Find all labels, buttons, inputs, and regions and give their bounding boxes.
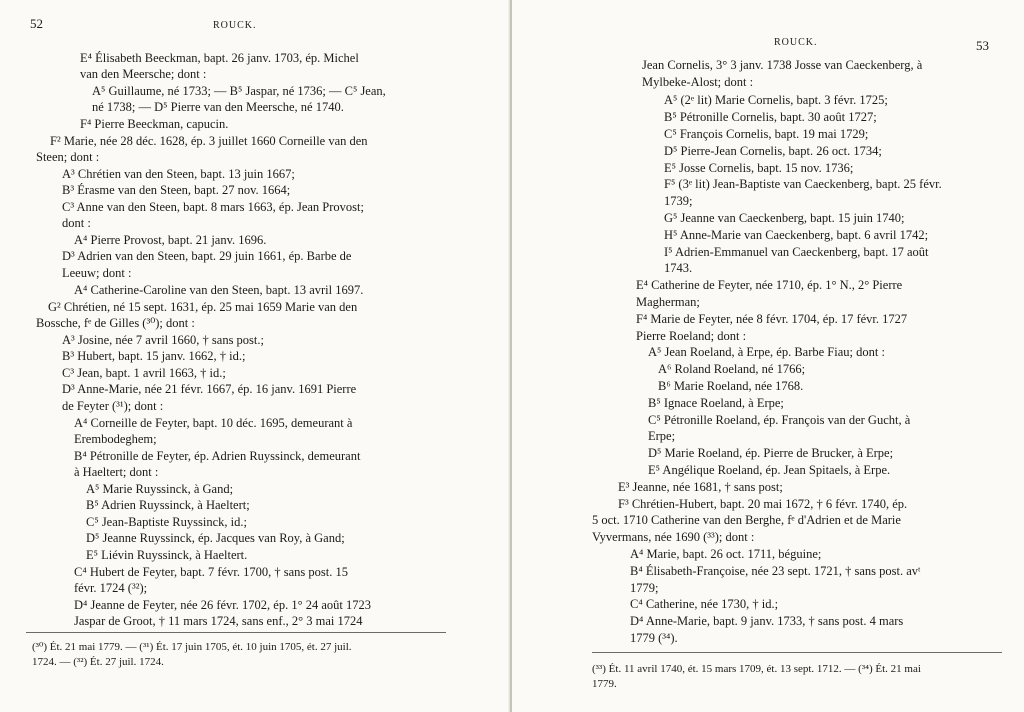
text-line: B⁴ Pétronille de Feyter, ép. Adrien Ruyssinck, demeurant: [74, 449, 361, 463]
text-line: E⁵ Josse Cornelis, bapt. 15 nov. 1736;: [664, 161, 854, 175]
text-line: Bossche, fᵉ de Gilles (³⁰); dont :: [36, 316, 195, 330]
right-running-head: ROUCK.: [774, 37, 818, 48]
text-line: né 1738; — D⁵ Pierre van den Meersche, né 1740.: [92, 100, 344, 114]
text-line: C³ Jean, bapt. 1 avril 1663, † id.;: [62, 366, 226, 380]
text-line: B³ Érasme van den Steen, bapt. 27 nov. 1664;: [62, 183, 291, 197]
text-line: févr. 1724 (³²);: [74, 581, 148, 595]
text-line: A³ Chrétien van den Steen, bapt. 13 juin 1667;: [62, 167, 295, 181]
left-page-number: 52: [30, 16, 43, 31]
text-line: Erpe;: [648, 429, 676, 443]
text-line: E⁴ Catherine de Feyter, née 1710, ép. 1° N., 2° Pierre: [636, 278, 903, 292]
text-line: B⁵ Ignace Roeland, à Erpe;: [648, 396, 784, 410]
text-line: A⁵ Guillaume, né 1733; — B⁵ Jaspar, né 1736; — C⁵ Jean,: [92, 84, 386, 98]
text-line: A⁶ Roland Roeland, né 1766;: [658, 362, 806, 376]
text-line: van den Meersche; dont :: [80, 67, 207, 81]
text-line: B⁵ Adrien Ruyssinck, à Haeltert;: [86, 498, 250, 512]
text-line: A⁴ Marie, bapt. 26 oct. 1711, béguine;: [630, 547, 822, 561]
text-line: B⁴ Élisabeth-Françoise, née 23 sept. 1721, † sans post. avᵗ: [630, 564, 921, 578]
text-line: C⁴ Hubert de Feyter, bapt. 7 févr. 1700, † sans post. 15: [74, 565, 348, 579]
footnote-line: (³³) Ét. 11 avril 1740, ét. 15 mars 1709, ét. 13 sept. 1712. — (³⁴) Ét. 21 mai: [592, 663, 921, 675]
text-line: I⁵ Adrien-Emmanuel van Caeckenberg, bapt. 17 août: [664, 245, 929, 259]
text-line: à Haeltert; dont :: [74, 465, 159, 479]
text-line: B⁶ Marie Roeland, née 1768.: [658, 379, 804, 393]
text-line: F⁴ Marie de Feyter, née 8 févr. 1704, ép. 17 févr. 1727: [636, 312, 908, 326]
text-line: D³ Anne-Marie, née 21 févr. 1667, ép. 16 janv. 1691 Pierre: [62, 382, 357, 396]
text-line: A⁵ Marie Ruyssinck, à Gand;: [86, 482, 234, 496]
text-line: Jean Cornelis, 3° 3 janv. 1738 Josse van Caeckenberg, à: [642, 58, 923, 72]
footnote-rule: [592, 652, 1002, 653]
text-line: D⁵ Jeanne Ruyssinck, ép. Jacques van Roy, à Gand;: [86, 531, 345, 545]
text-line: A⁴ Corneille de Feyter, bapt. 10 déc. 1695, demeurant à: [74, 416, 353, 430]
text-line: C⁵ Pétronille Roeland, ép. François van der Gucht, à: [648, 413, 911, 427]
text-line: 1743.: [664, 261, 693, 275]
text-line: E⁴ Élisabeth Beeckman, bapt. 26 janv. 1703, ép. Michel: [80, 51, 359, 65]
text-line: F³ Chrétien-Hubert, bapt. 20 mai 1672, † 6 févr. 1740, ép.: [618, 497, 908, 511]
text-line: 1779 (³⁴).: [630, 631, 678, 645]
text-line: E⁵ Liévin Ruyssinck, à Haeltert.: [86, 548, 248, 562]
text-line: D³ Adrien van den Steen, bapt. 29 juin 1661, ép. Barbe de: [62, 249, 352, 263]
text-line: A³ Josine, née 7 avril 1660, † sans post.;: [62, 333, 264, 347]
text-line: H⁵ Anne-Marie van Caeckenberg, bapt. 6 avril 1742;: [664, 228, 929, 242]
text-line: Leeuw; dont :: [62, 266, 132, 280]
footnote-line: 1779.: [592, 678, 617, 690]
text-line: C³ Anne van den Steen, bapt. 8 mars 1663, ép. Jean Provost;: [62, 200, 364, 214]
text-line: 1779;: [630, 581, 659, 595]
text-line: F² Marie, née 28 déc. 1628, ép. 3 juillet 1660 Corneille van den: [50, 134, 368, 148]
text-line: F⁵ (3ᵉ lit) Jean-Baptiste van Caeckenberg, bapt. 25 févr.: [664, 177, 942, 191]
text-line: C⁵ François Cornelis, bapt. 19 mai 1729;: [664, 127, 869, 141]
text-line: A⁴ Catherine-Caroline van den Steen, bapt. 13 avril 1697.: [74, 283, 364, 297]
text-line: E⁵ Angélique Roeland, ép. Jean Spitaels, à Erpe.: [648, 463, 891, 477]
text-line: 5 oct. 1710 Catherine van den Berghe, fᵉ d'Adrien et de Marie: [592, 513, 901, 527]
left-page: [0, 0, 510, 712]
right-page: [512, 0, 1024, 712]
text-line: D⁵ Pierre-Jean Cornelis, bapt. 26 oct. 1734;: [664, 144, 882, 158]
text-line: B⁵ Pétronille Cornelis, bapt. 30 août 1727;: [664, 110, 877, 124]
text-line: B³ Hubert, bapt. 15 janv. 1662, † id.;: [62, 349, 246, 363]
text-line: 1739;: [664, 194, 693, 208]
text-line: G⁵ Jeanne van Caeckenberg, bapt. 15 juin 1740;: [664, 211, 905, 225]
text-line: Jaspar de Groot, † 11 mars 1724, sans enf., 2° 3 mai 1724: [74, 614, 363, 628]
footnote-rule: [26, 632, 446, 633]
text-line: dont :: [62, 216, 91, 230]
text-line: A⁵ Jean Roeland, à Erpe, ép. Barbe Fiau; dont :: [648, 345, 885, 359]
text-line: Erembodeghem;: [74, 432, 157, 446]
text-line: G² Chrétien, né 15 sept. 1631, ép. 25 mai 1659 Marie van den: [48, 300, 358, 314]
footnote-line: 1724. — (³²) Ét. 27 juil. 1724.: [32, 656, 164, 668]
text-line: de Feyter (³¹); dont :: [62, 399, 164, 413]
text-line: Vyvermans, née 1690 (³³); dont :: [592, 530, 755, 544]
text-line: C⁵ Jean-Baptiste Ruyssinck, id.;: [86, 515, 247, 529]
text-line: Mylbeke-Alost; dont :: [642, 75, 754, 89]
text-line: Magherman;: [636, 295, 700, 309]
text-line: E³ Jeanne, née 1681, † sans post;: [618, 480, 783, 494]
text-line: Pierre Roeland; dont :: [636, 329, 747, 343]
text-line: A⁵ (2ᵉ lit) Marie Cornelis, bapt. 3 févr. 1725;: [664, 93, 888, 107]
right-page-number: 53: [976, 38, 989, 53]
text-line: D⁵ Marie Roeland, ép. Pierre de Brucker, à Erpe;: [648, 446, 894, 460]
text-line: D⁴ Anne-Marie, bapt. 9 janv. 1733, † sans post. 4 mars: [630, 614, 904, 628]
text-line: C⁴ Catherine, née 1730, † id.;: [630, 597, 779, 611]
text-line: A⁴ Pierre Provost, bapt. 21 janv. 1696.: [74, 233, 267, 247]
text-line: D⁴ Jeanne de Feyter, née 26 févr. 1702, ép. 1° 24 août 1723: [74, 598, 371, 612]
footnote-line: (³⁰) Ét. 21 mai 1779. — (³¹) Ét. 17 juin 1705, ét. 10 juin 1705, ét. 27 juil.: [32, 641, 352, 653]
text-line: Steen; dont :: [36, 150, 100, 164]
left-running-head: ROUCK.: [213, 20, 257, 31]
text-line: F⁴ Pierre Beeckman, capucin.: [80, 117, 229, 131]
